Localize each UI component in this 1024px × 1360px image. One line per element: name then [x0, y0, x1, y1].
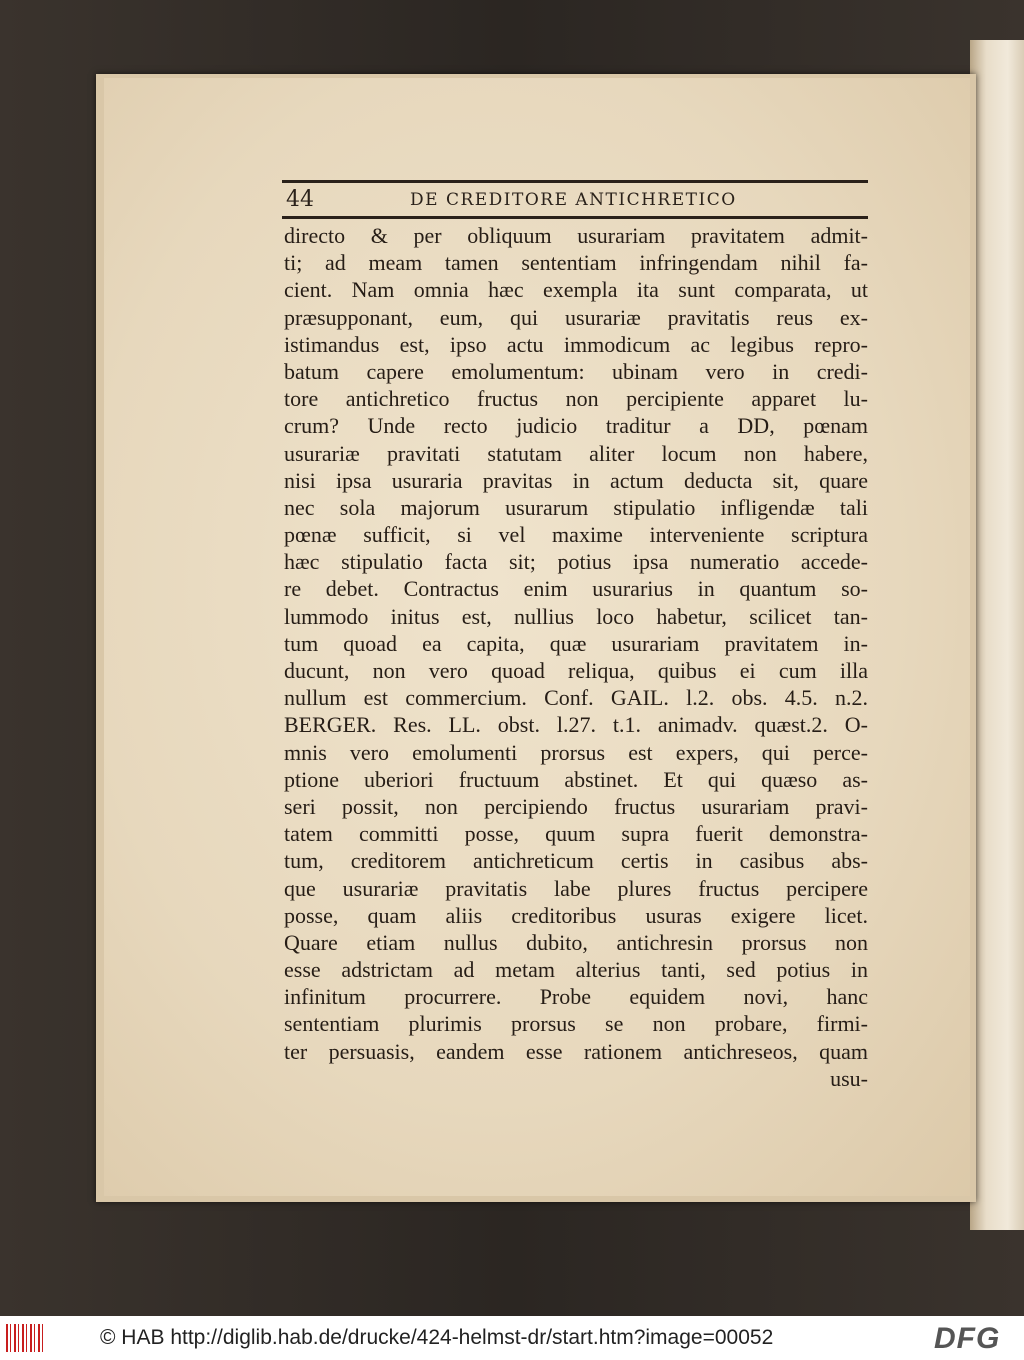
text-line: que usurariæ pravitatis labe plures fructus percipere [284, 875, 868, 901]
text-line: nisi ipsa usuraria pravitas in actum deducta sit, quare [284, 467, 868, 493]
text-line: tatem committi posse, quum supra fuerit demonstra- [284, 821, 868, 847]
text-line: nec sola majorum usurarum stipulatio infligendæ tali [284, 494, 868, 520]
text-line: mnis vero emolumenti prorsus est expers, qui perce- [284, 739, 868, 765]
page-number: 44 [286, 187, 314, 212]
text-line: esse adstrictam ad metam alterius tanti, sed potius in [284, 957, 868, 983]
text-line: posse, quam aliis creditoribus usuras exigere licet. [284, 902, 868, 928]
text-line: crum? Unde recto judicio traditur a DD, pœnam [284, 413, 868, 439]
dfg-logo: DFG [934, 1322, 1001, 1355]
text-line: batum capere emolumentum: ubinam vero in credi- [284, 358, 868, 384]
source-link[interactable]: © HAB http://diglib.hab.de/drucke/424-helmst-dr/start.htm?image=00052 [100, 1326, 774, 1349]
text-line: infinitum procurrere. Probe equidem novi, hanc [284, 984, 868, 1010]
text-line: pœnæ sufficit, si vel maxime interveniente scriptura [284, 522, 868, 548]
text-line: istimandus est, ipso actu immodicum ac legibus repro- [284, 331, 868, 357]
adjacent-page-edges [970, 40, 1024, 1230]
text-line: ptione uberiori fructuum abstinet. Et qui quæso as- [284, 766, 868, 792]
text-line: re debet. Contractus enim usurarius in quantum so- [284, 576, 868, 602]
header-rule-top [282, 180, 868, 183]
viewer-footer [0, 1316, 1024, 1360]
running-title: DE CREDITORE ANTICHRETICO [410, 190, 737, 210]
text-line: ti; ad meam tamen sententiam infringendam nihil fa- [284, 250, 868, 276]
header-rule-bottom [282, 216, 868, 219]
text-line: ducunt, non vero quoad reliqua, quibus ei cum illa [284, 658, 868, 683]
text-line: seri possit, non percipiendo fructus usurariam pravi- [284, 793, 868, 819]
text-line: cient. Nam omnia hæc exempla ita sunt comparata, ut [284, 277, 868, 303]
text-line: tum, creditorem antichreticum certis in casibus abs- [284, 848, 868, 874]
text-line: nullum est commercium. Conf. GAIL. l.2. obs. 4.5. n.2. [284, 685, 868, 711]
text-line: hæc stipulatio facta sit; potius ipsa numeratio accede- [284, 549, 868, 575]
text-line: lummodo initus est, nullius loco habetur, scilicet tan- [284, 603, 868, 629]
barcode-icon [6, 1324, 46, 1352]
text-line: præsupponant, eum, qui usurariæ pravitatis reus ex- [284, 304, 868, 330]
catchword: usu- [830, 1065, 868, 1091]
text-line: BERGER. Res. LL. obst. l.27. t.1. animadv. quæst.2. O- [284, 712, 868, 738]
text-line: directo & per obliquum usurariam pravitatem admit- [284, 223, 868, 248]
text-line: usurariæ pravitati statutam aliter locum non habere, [284, 440, 868, 466]
text-line: sententiam plurimis prorsus se non probare, firmi- [284, 1011, 868, 1037]
text-line: tum quoad ea capita, quæ usurariam pravitatem in- [284, 630, 868, 656]
text-line: ter persuasis, eandem esse rationem antichreseos, quam [284, 1038, 868, 1064]
text-line: tore antichretico fructus non percipiente apparet lu- [284, 386, 868, 412]
page-header [282, 180, 868, 220]
body-text [284, 222, 868, 1092]
text-line: Quare etiam nullus dubito, antichresin prorsus non [284, 929, 868, 955]
